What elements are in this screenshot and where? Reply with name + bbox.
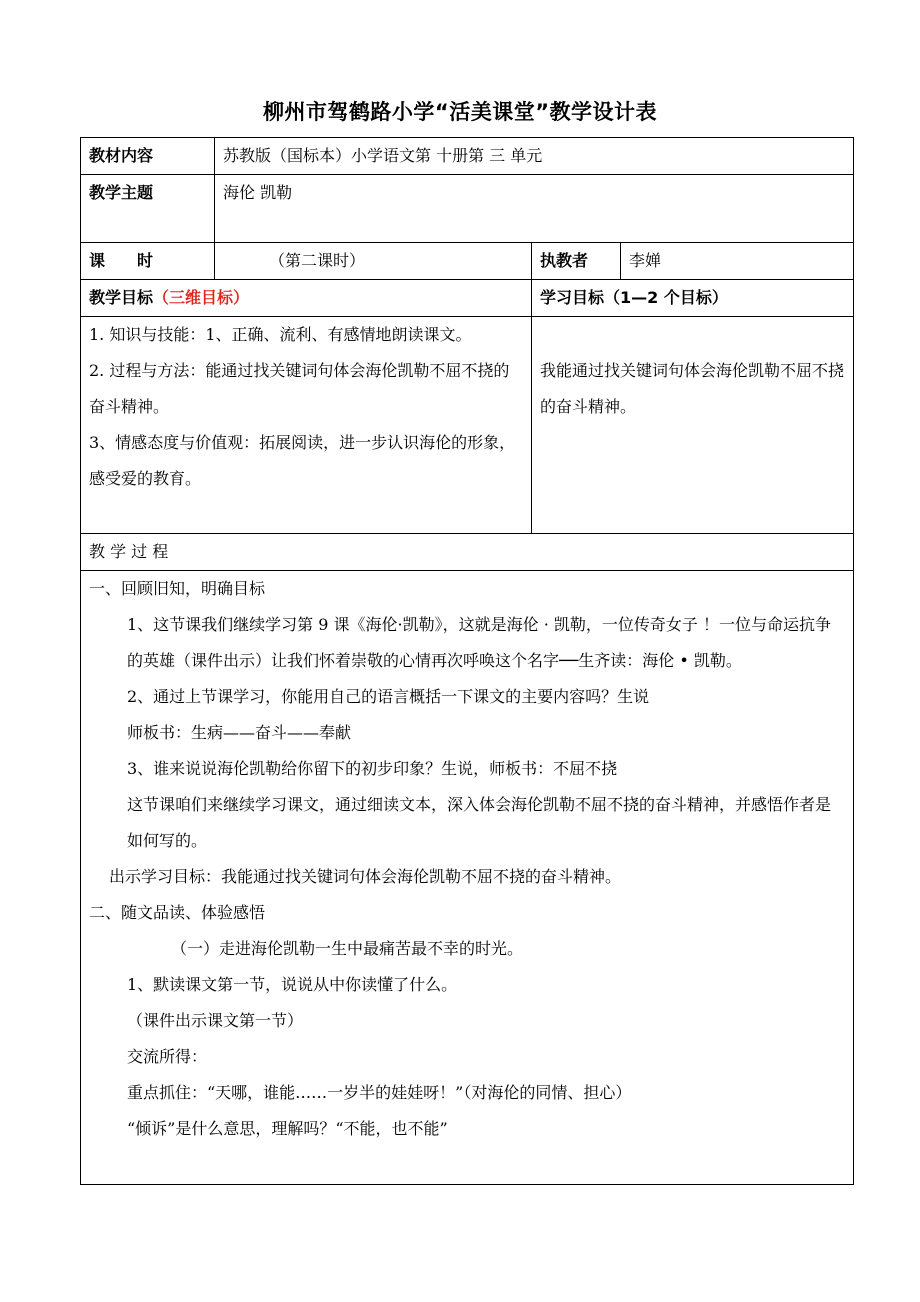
process-paragraph: 交流所得： [127,1047,208,1066]
process-paragraph: （课件出示课文第一节） [127,1011,304,1030]
teach-goal-header [81,280,532,317]
process-paragraph: 重点抓住：“天哪，谁能……一岁半的娃娃呀！”（对海伦的同情、担心） [127,1083,632,1102]
learn-goal-cell [532,317,854,534]
learn-goal-text: 我能通过找关键词句体会海伦凯勒不屈不挠的奋斗精神。 [540,361,845,416]
process-heading-1: 一、回顾旧知，明确目标 [89,579,266,598]
material-label: 教材内容 [81,138,215,175]
process-paragraph: 2、通过上节课学习，你能用自己的语言概括一下课文的主要内容吗？生说 [127,687,650,706]
process-cell [81,571,854,1185]
learn-goal-label: 学习目标（1—2 个目标） [532,280,854,317]
topic-label: 教学主题 [81,175,215,243]
process-paragraph: 出示学习目标：我能通过找关键词句体会海伦凯勒不屈不挠的奋斗精神。 [109,867,622,886]
process-paragraph: 3、谁来说说海伦凯勒给你留下的初步印象？生说，师板书：不屈不挠 [127,759,618,778]
teach-goal-item: 2. 过程与方法：能通过找关键词句体会海伦凯勒不屈不挠的奋斗精神。 [89,361,510,416]
process-heading-2: 二、随文品读、体验感悟 [89,903,266,922]
teach-goal-item: 1. 知识与技能：1、正确、流利、有感情地朗读课文。 [89,325,472,344]
teacher-label: 执教者 [532,243,621,280]
process-paragraph: 1、这节课我们继续学习第 9 课《海伦·凯勒》，这就是海伦 · 凯勒，一位传奇女子 ！一位与命运抗争的英雄（课件出示）让我们怀着崇敬的心情再次呼唤这个名字──生齐读：海伦 • 凯勒。 [127,615,831,670]
material-value: 苏教版（国标本）小学语文第 十册第 三 单元 [215,138,854,175]
teach-goal-note: （三维目标） [153,288,250,307]
period-label: 课 时 [81,243,215,280]
process-subheading: （一）走进海伦凯勒一生中最痛苦最不幸的时光。 [171,939,524,958]
period-value: （第二课时） [215,243,532,280]
process-paragraph: 1、默读课文第一节，说说从中你读懂了什么。 [127,975,458,994]
teacher-value: 李婵 [621,243,854,280]
teach-goals-cell [81,317,532,534]
topic-value: 海伦 凯勒 [215,175,854,243]
process-paragraph: 师板书：生病——奋斗——奉献 [127,723,352,742]
teach-goal-item: 3、情感态度与价值观：拓展阅读，进一步认识海伦的形象，感受爱的教育。 [89,433,516,488]
process-header: 教 学 过 程 [81,534,854,571]
process-paragraph: “倾诉”是什么意思，理解吗？“不能，也不能” [127,1119,448,1138]
page-title: 柳州市驾鹤路小学“活美课堂”教学设计表 [262,100,658,124]
teach-goal-label: 教学目标 [89,288,154,307]
process-paragraph: 这节课咱们来继续学习课文，通过细读文本，深入体会海伦凯勒不屈不挠的奋斗精神，并感悟作者是如何写的。 [127,795,832,850]
design-table [80,137,854,1185]
